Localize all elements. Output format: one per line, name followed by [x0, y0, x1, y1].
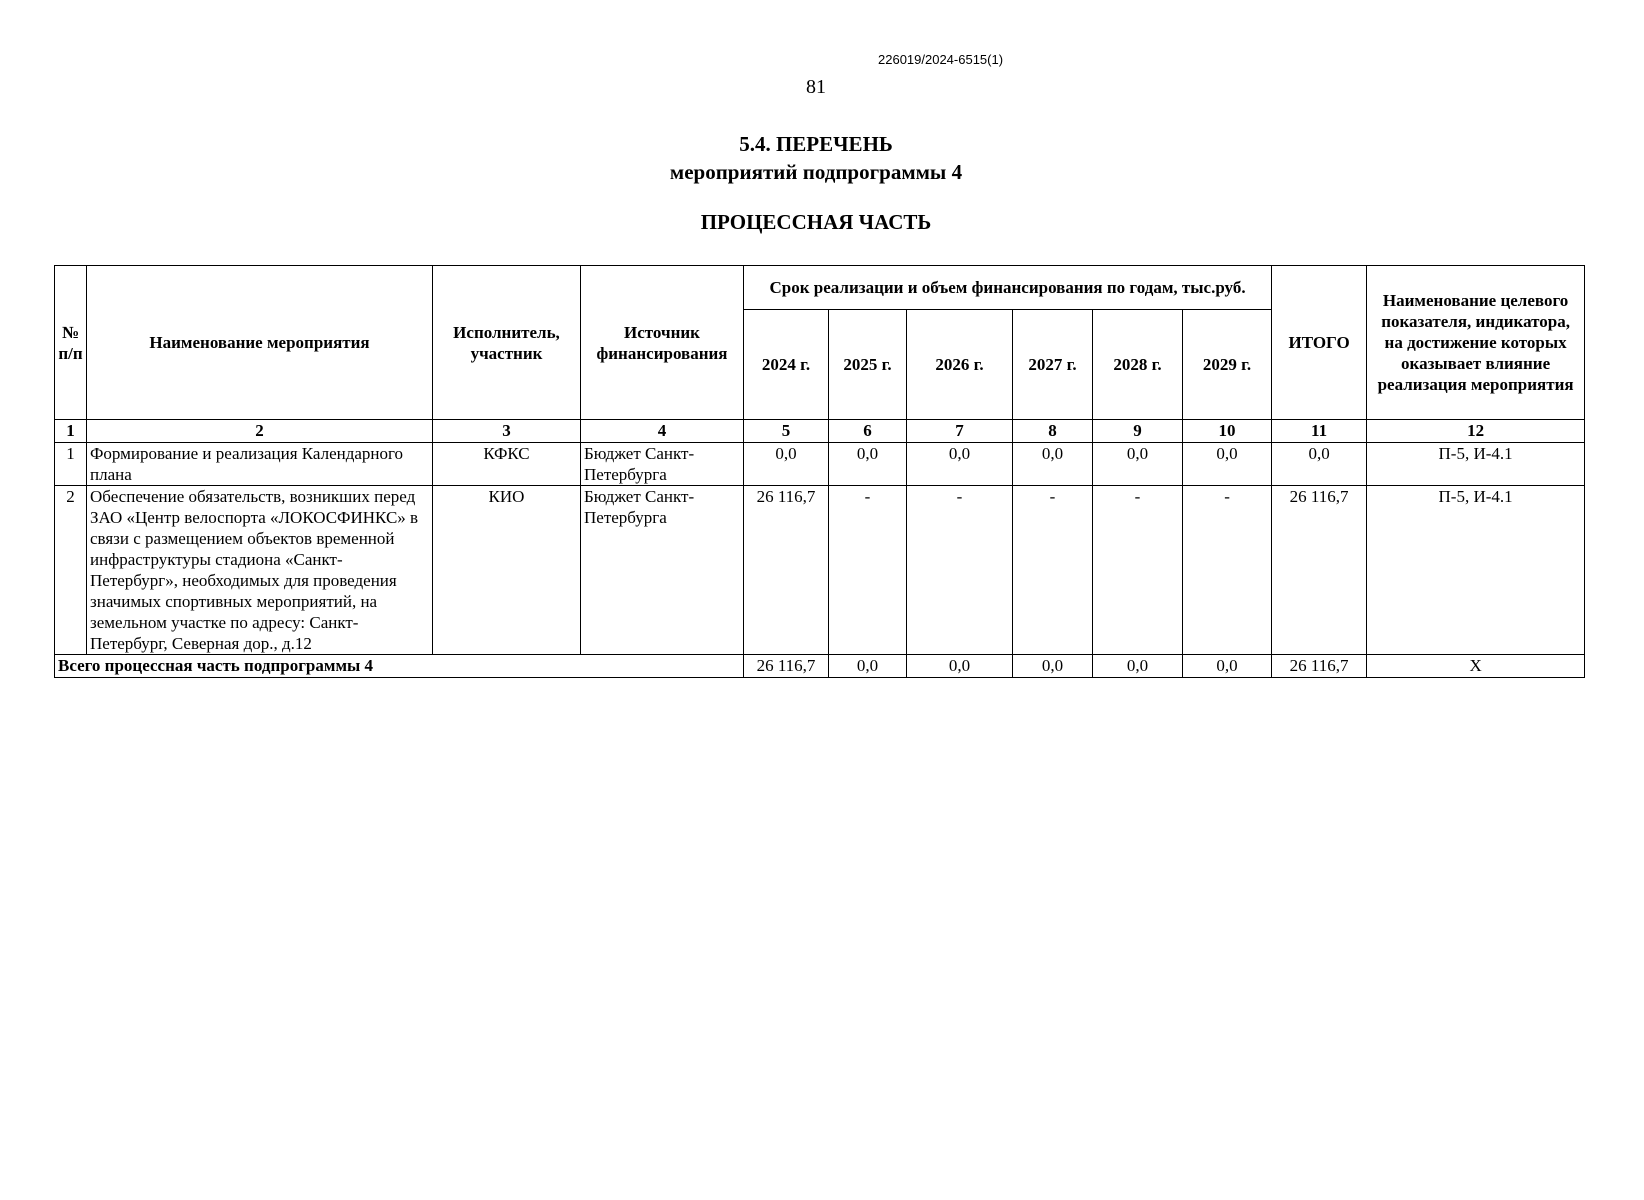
row-year-value: 0,0 — [1093, 443, 1183, 486]
row-year-value: - — [1013, 486, 1093, 655]
row-year-value: 0,0 — [1013, 443, 1093, 486]
column-number-row — [55, 420, 1585, 443]
row-indicator: П-5, И-4.1 — [1367, 486, 1585, 655]
total-year-value: 26 116,7 — [744, 655, 829, 678]
row-year-value: - — [1093, 486, 1183, 655]
row-executor: КИО — [433, 486, 581, 655]
row-num: 2 — [55, 486, 87, 655]
row-executor: КФКС — [433, 443, 581, 486]
total-year-value: 0,0 — [907, 655, 1013, 678]
column-number: 5 — [744, 420, 829, 443]
column-number: 12 — [1367, 420, 1585, 443]
row-name: Формирование и реализация Календарного плана — [87, 443, 433, 486]
total-year-value: 0,0 — [1183, 655, 1272, 678]
row-name: Обеспечение обязательств, возникших перед ЗАО «Центр велоспорта «ЛОКОСФИНКС» в связи с размещением объектов временной инфраструктуры стадиона «Санкт-Петербург», необходимых для проведения значимых спортивных мероприятий, на земельном участке по адресу: Санкт-Петербург, Северная дор., д.12 — [87, 486, 433, 655]
header-year: 2026 г. — [907, 310, 1013, 420]
activities-table — [54, 265, 1585, 678]
total-label: Всего процессная часть подпрограммы 4 — [55, 655, 744, 678]
row-total: 0,0 — [1272, 443, 1367, 486]
total-sum: 26 116,7 — [1272, 655, 1367, 678]
row-year-value: - — [829, 486, 907, 655]
total-indicator: Х — [1367, 655, 1585, 678]
total-year-value: 0,0 — [1013, 655, 1093, 678]
page-number: 81 — [806, 76, 826, 98]
column-number: 8 — [1013, 420, 1093, 443]
column-number: 7 — [907, 420, 1013, 443]
row-source: Бюджет Санкт-Петербурга — [581, 486, 744, 655]
header-name: Наименование мероприятия — [87, 266, 433, 420]
header-year: 2028 г. — [1093, 310, 1183, 420]
column-number: 10 — [1183, 420, 1272, 443]
header-year: 2025 г. — [829, 310, 907, 420]
header-total: ИТОГО — [1272, 266, 1367, 420]
total-year-value: 0,0 — [1093, 655, 1183, 678]
header-source: Источник финансирования — [581, 266, 744, 420]
title-line-2: мероприятий подпрограммы 4 — [669, 160, 963, 184]
column-number: 11 — [1272, 420, 1367, 443]
row-year-value: 0,0 — [1183, 443, 1272, 486]
row-year-value: 0,0 — [829, 443, 907, 486]
column-number: 1 — [55, 420, 87, 443]
row-source: Бюджет Санкт-Петербурга — [581, 443, 744, 486]
section-heading: ПРОЦЕССНАЯ ЧАСТЬ — [700, 210, 932, 234]
header-num: № п/п — [55, 266, 87, 420]
row-year-value: - — [907, 486, 1013, 655]
column-number: 4 — [581, 420, 744, 443]
row-year-value: 26 116,7 — [744, 486, 829, 655]
total-row — [55, 655, 1585, 678]
registration-number: 226019/2024-6515(1) — [878, 52, 1004, 67]
header-year: 2027 г. — [1013, 310, 1093, 420]
title-line-1: 5.4. ПЕРЕЧЕНЬ — [739, 132, 893, 156]
document-title — [0, 130, 1632, 186]
row-year-value: 0,0 — [744, 443, 829, 486]
header-period-group: Срок реализации и объем финансирования по годам, тыс.руб. — [744, 266, 1272, 310]
row-total: 26 116,7 — [1272, 486, 1367, 655]
row-year-value: - — [1183, 486, 1272, 655]
column-number: 6 — [829, 420, 907, 443]
header-year: 2029 г. — [1183, 310, 1272, 420]
row-num: 1 — [55, 443, 87, 486]
header-executor: Исполнитель, участник — [433, 266, 581, 420]
total-year-value: 0,0 — [829, 655, 907, 678]
row-indicator: П-5, И-4.1 — [1367, 443, 1585, 486]
column-number: 9 — [1093, 420, 1183, 443]
header-indicator: Наименование целевого показателя, индикатора, на достижение которых оказывает влияние реализация мероприятия — [1367, 266, 1585, 420]
table-row — [55, 443, 1585, 486]
header-year: 2024 г. — [744, 310, 829, 420]
column-number: 3 — [433, 420, 581, 443]
column-number: 2 — [87, 420, 433, 443]
row-year-value: 0,0 — [907, 443, 1013, 486]
table-row — [55, 486, 1585, 655]
